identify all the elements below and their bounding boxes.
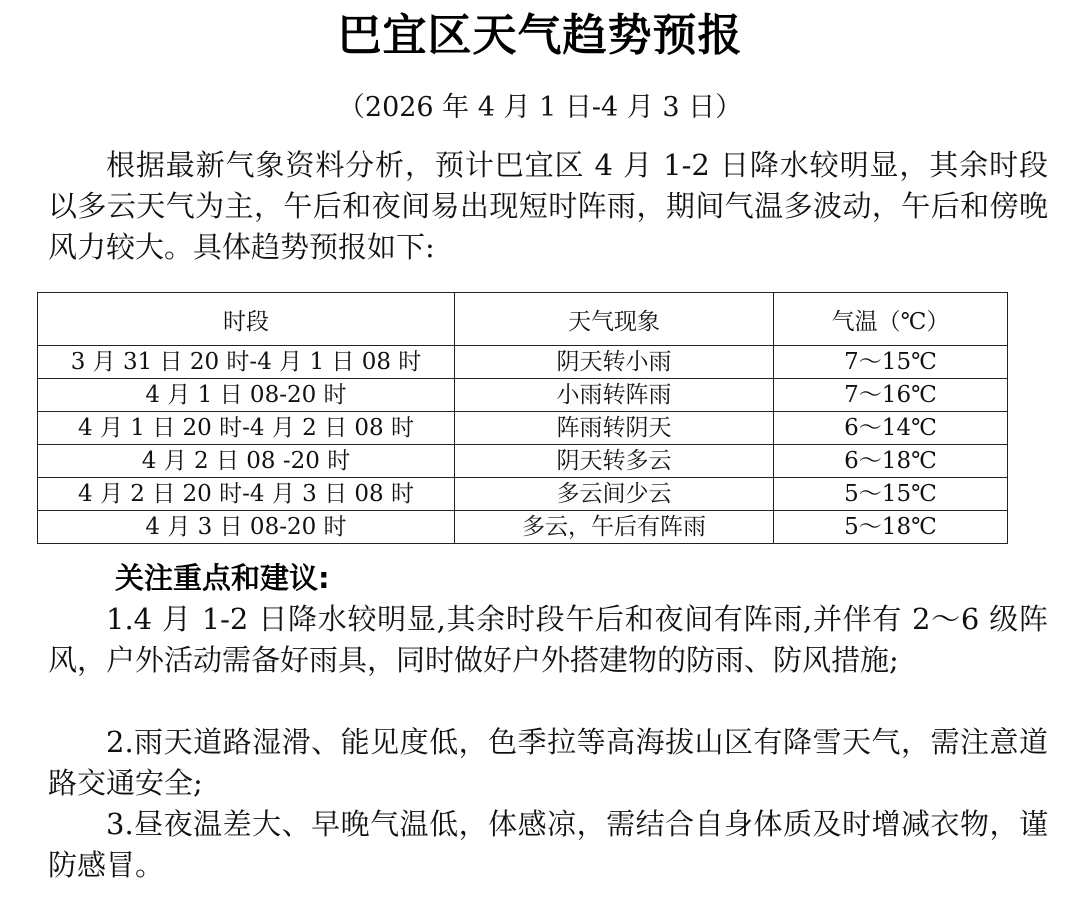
cell-weather: 小雨转阵雨 xyxy=(455,379,774,412)
cell-period: 4 月 2 日 08 -20 时 xyxy=(38,445,455,478)
cell-temperature: 7～15℃ xyxy=(774,346,1008,379)
header-period: 时段 xyxy=(38,293,455,346)
header-temperature: 气温（℃） xyxy=(774,293,1008,346)
document-title: 巴宜区天气趋势预报 xyxy=(337,10,743,61)
table-row xyxy=(38,478,1008,511)
table-row xyxy=(38,511,1008,544)
table-header-row xyxy=(38,293,1008,346)
cell-temperature: 6～18℃ xyxy=(774,445,1008,478)
advice-item-3: 3.昼夜温差大、早晚气温低，体感凉，需结合自身体质及时增减衣物，谨防感冒。 xyxy=(48,807,1048,882)
cell-weather: 阵雨转阴天 xyxy=(455,412,774,445)
cell-period: 4 月 1 日 20 时-4 月 2 日 08 时 xyxy=(38,412,455,445)
cell-weather: 多云，午后有阵雨 xyxy=(455,511,774,544)
cell-period: 3 月 31 日 20 时-4 月 1 日 08 时 xyxy=(38,346,455,379)
cell-period: 4 月 3 日 08-20 时 xyxy=(38,511,455,544)
table-row xyxy=(38,412,1008,445)
date-range-subtitle: （2026 年 4 月 1 日-4 月 3 日） xyxy=(337,92,743,123)
cell-temperature: 7～16℃ xyxy=(774,379,1008,412)
cell-weather: 阴天转小雨 xyxy=(455,346,774,379)
header-weather: 天气现象 xyxy=(455,293,774,346)
cell-temperature: 5～15℃ xyxy=(774,478,1008,511)
advice-item-1: 1.4 月 1-2 日降水较明显,其余时段午后和夜间有阵雨,并伴有 2～6 级阵风，户外活动需备好雨具，同时做好户外搭建物的防雨、防风措施; xyxy=(48,602,1048,677)
advice-item-2: 2.雨天道路湿滑、能见度低，色季拉等高海拔山区有降雪天气，需注意道路交通安全; xyxy=(48,725,1048,800)
cell-period: 4 月 1 日 08-20 时 xyxy=(38,379,455,412)
cell-temperature: 6～14℃ xyxy=(774,412,1008,445)
table-row xyxy=(38,379,1008,412)
table-row xyxy=(38,346,1008,379)
table-row xyxy=(38,445,1008,478)
cell-temperature: 5～18℃ xyxy=(774,511,1008,544)
intro-paragraph: 根据最新气象资料分析，预计巴宜区 4 月 1-2 日降水较明显，其余时段以多云天气为主，午后和夜间易出现短时阵雨，期间气温多波动，午后和傍晚风力较大。具体趋势预报如下: xyxy=(48,148,1048,264)
cell-period: 4 月 2 日 20 时-4 月 3 日 08 时 xyxy=(38,478,455,511)
forecast-table xyxy=(37,292,1008,544)
cell-weather: 多云间少云 xyxy=(455,478,774,511)
advice-heading: 关注重点和建议: xyxy=(115,561,330,595)
cell-weather: 阴天转多云 xyxy=(455,445,774,478)
